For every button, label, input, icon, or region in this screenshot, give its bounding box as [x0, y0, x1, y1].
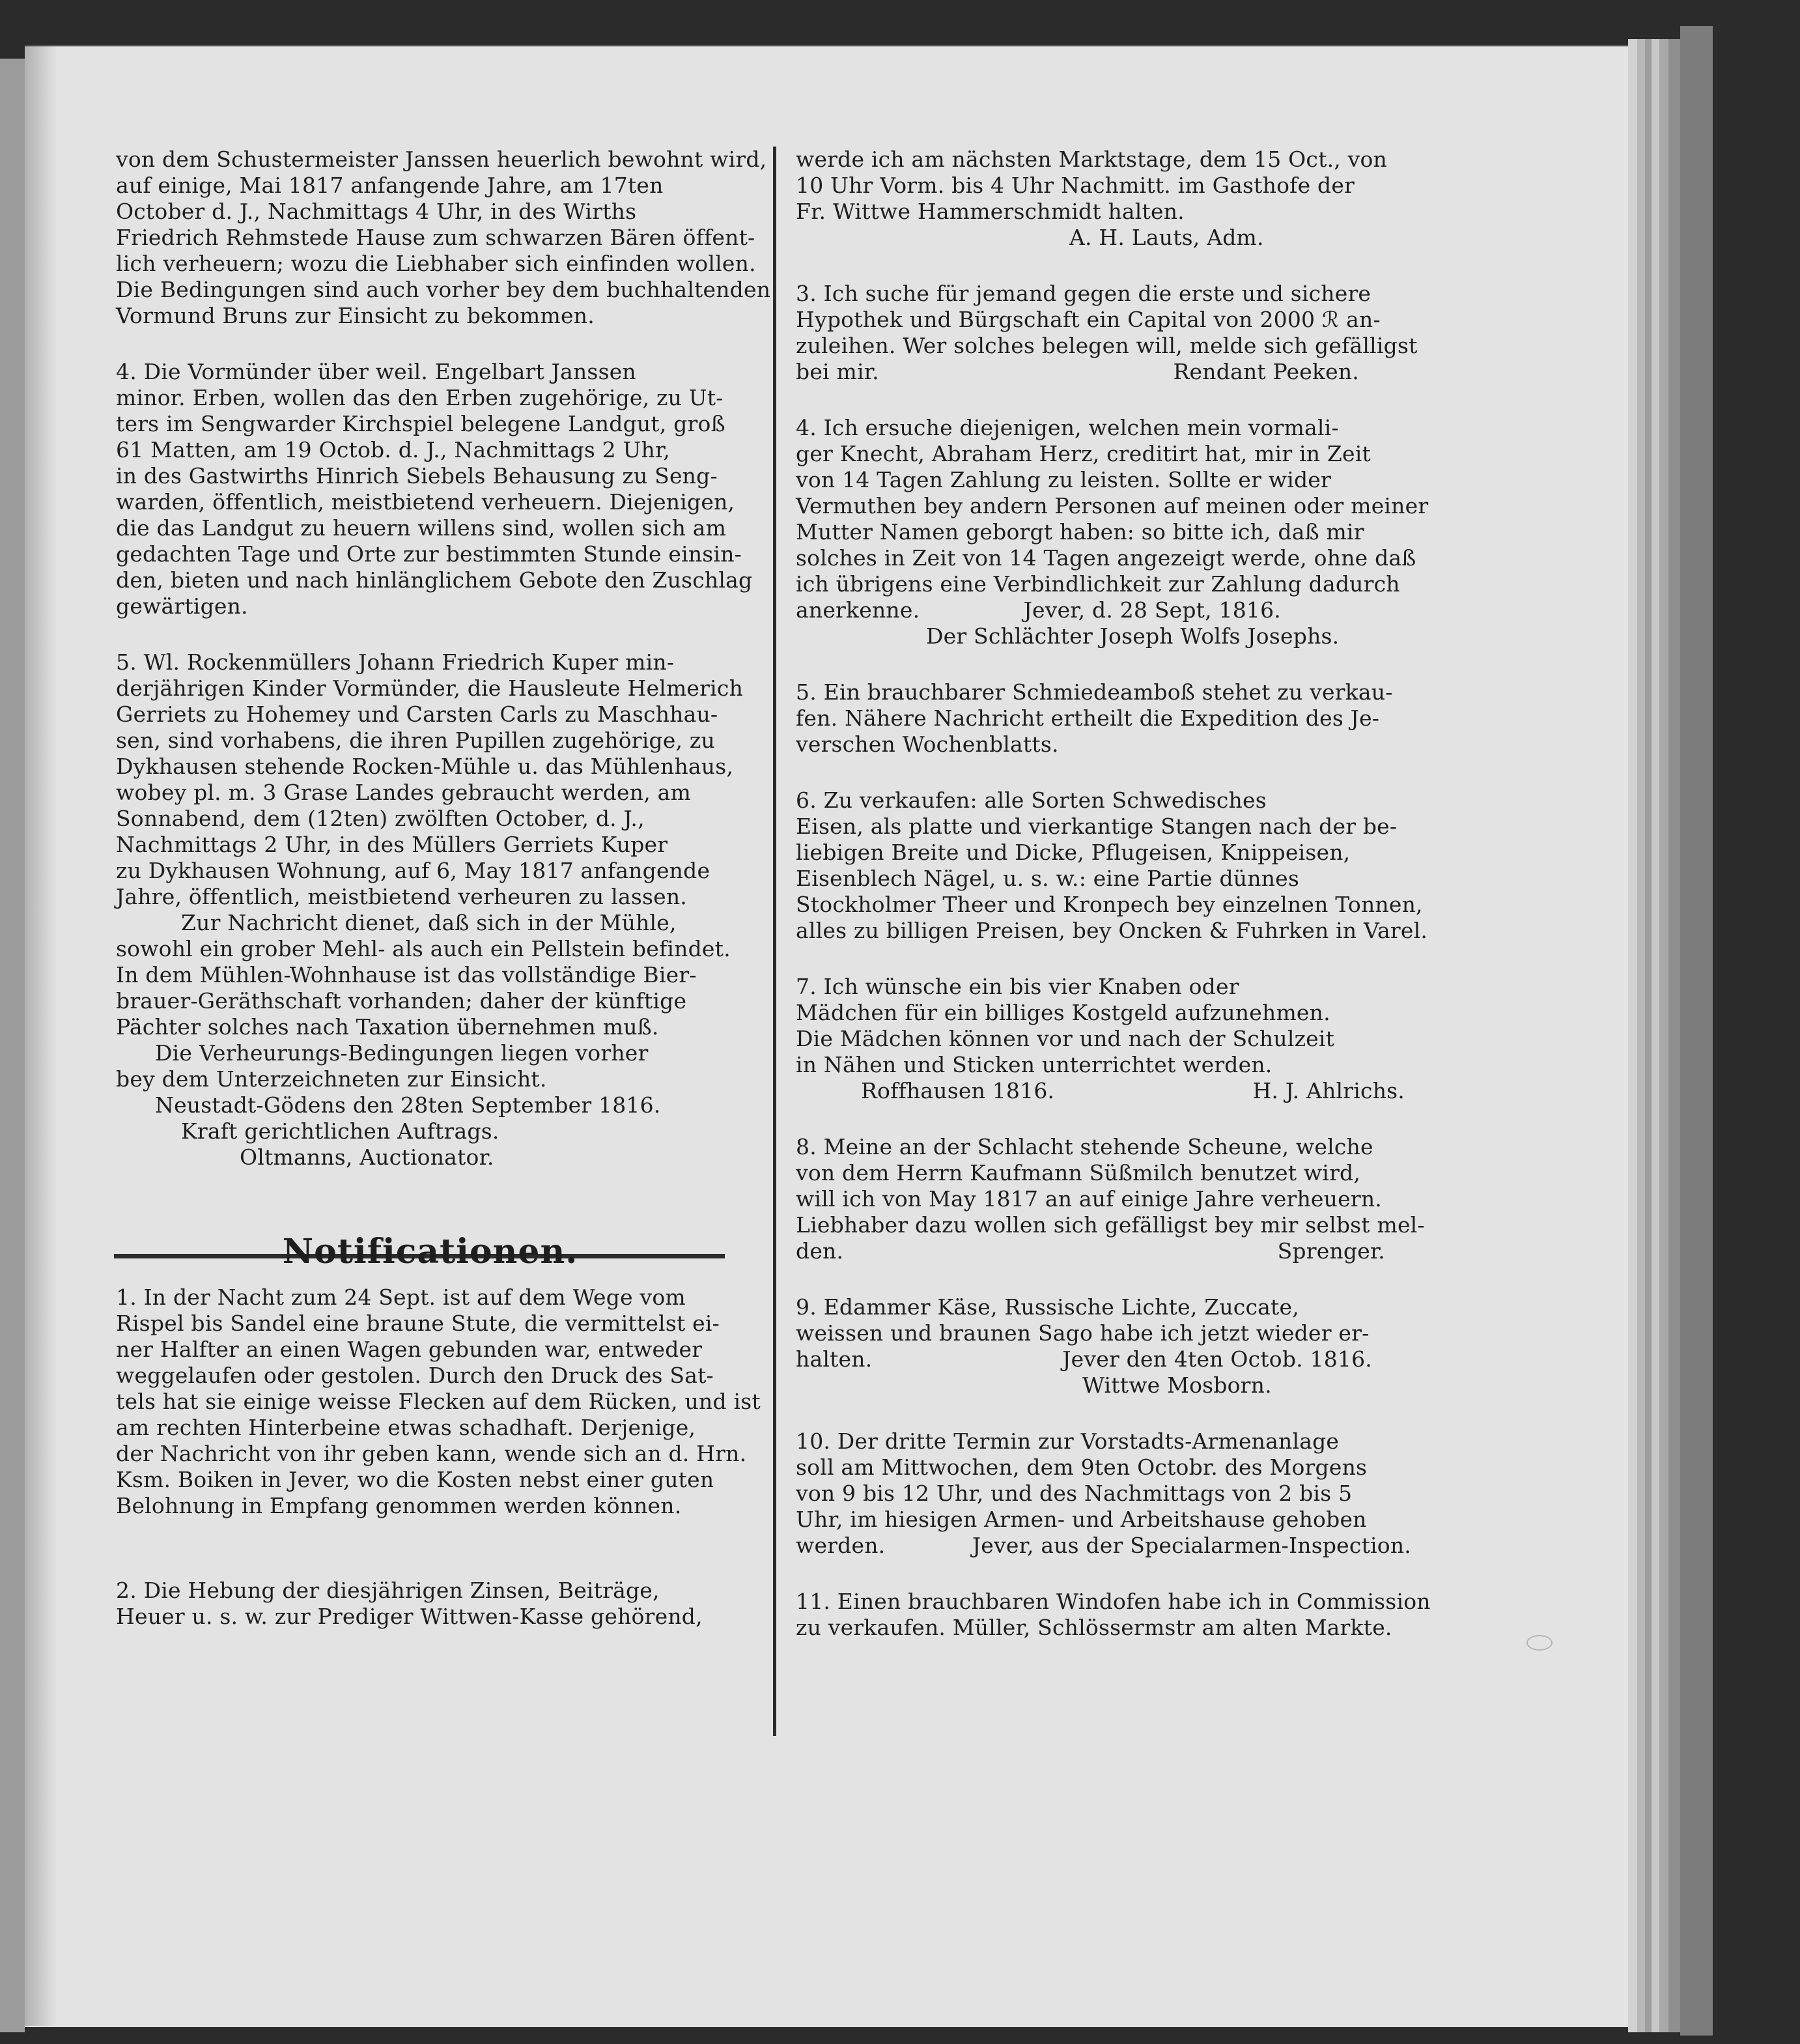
notification-2 — [116, 1578, 744, 1630]
text-line: lich verheuern; wozu die Liebhaber sich einfinden wollen. — [116, 251, 756, 276]
notice-4 — [116, 359, 753, 619]
text-line: Uhr, im hiesigen Armen- und Arbeitshause gehoben — [796, 1507, 1367, 1532]
text-line: in Nähen und Sticken unterrichtet werden. — [796, 1052, 1273, 1077]
previous-page-edge — [0, 59, 25, 2032]
text-line: 5. Ein brauchbarer Schmiedeamboß stehet zu verkau- — [796, 679, 1393, 705]
signature: Der Schlächter Joseph Wolfs Josephs. — [926, 623, 1340, 649]
text-line: Jahre, öffentlich, meistbietend verheuren zu lassen. — [116, 884, 687, 909]
text-line: Eisenblech Nägel, u. s. w.: eine Partie dünnes — [796, 866, 1300, 891]
text-line: von dem Schustermeister Janssen heuerlich bewohnt wird, — [116, 147, 767, 172]
text-line: will ich von May 1817 an auf einige Jahre verheuern. — [796, 1186, 1382, 1212]
signature: Wittwe Mosborn. — [1082, 1372, 1272, 1398]
signature: H. J. Ahlrichs. — [1252, 1078, 1405, 1103]
signature: Sprenger. — [1277, 1238, 1385, 1264]
text-line: 10 Uhr Vorm. bis 4 Uhr Nachmitt. im Gasthofe der — [796, 173, 1355, 198]
section-heading: Notificationen. — [282, 1232, 578, 1271]
text-line: Die Bedingungen sind auch vorher bey dem buchhaltenden — [116, 277, 771, 302]
text-line: Heuer u. s. w. zur Prediger Wittwen-Kasse gehörend, — [116, 1604, 703, 1629]
signature: Rendant Peeken. — [1173, 359, 1359, 384]
text-line: Fr. Wittwe Hammerschmidt halten. — [796, 199, 1185, 224]
text-line: in des Gastwirths Hinrich Siebels Behausung zu Seng- — [116, 463, 718, 489]
text-line: October d. J., Nachmittags 4 Uhr, in des Wirths — [116, 199, 637, 224]
text-line: Die Verheurungs-Bedingungen liegen vorher — [155, 1040, 649, 1066]
text-line: der Nachricht von ihr geben kann, wende sich an d. Hrn. — [116, 1441, 747, 1466]
text-line: 10. Der dritte Termin zur Vorstadts-Armenanlage — [796, 1428, 1340, 1454]
notification-6 — [796, 788, 1428, 944]
text-line: am rechten Hinterbeine etwas schadhaft. Derjenige, — [116, 1415, 696, 1440]
text-line: gedachten Tage und Orte zur bestimmten Stunde einsin- — [116, 541, 742, 567]
text-line: weggelaufen oder gestolen. Durch den Druck des Sat- — [116, 1363, 714, 1388]
text-line: 9. Edammer Käse, Russische Lichte, Zuccate, — [796, 1294, 1299, 1320]
signature: Oltmanns, Auctionator. — [240, 1144, 494, 1170]
notification-8 — [796, 1134, 1424, 1264]
text-line: soll am Mittwochen, dem 9ten Octobr. des Morgens — [796, 1455, 1368, 1480]
notification-3 — [796, 281, 1424, 385]
text-line: liebigen Breite und Dicke, Pflugeisen, Knippeisen, — [796, 840, 1351, 865]
text-line: sen, sind vorhabens, die ihren Pupillen zugehörige, zu — [116, 728, 715, 753]
text-line: ger Knecht, Abraham Herz, creditirt hat, mir in Zeit — [796, 441, 1371, 466]
notification-10 — [796, 1428, 1424, 1559]
text-line: verschen Wochenblatts. — [796, 731, 1059, 757]
closing-row — [796, 1533, 1424, 1559]
closing-row — [796, 1346, 1424, 1372]
page-stack-edge — [1645, 39, 1652, 2032]
text-line: Rispel bis Sandel eine braune Stute, die vermittelst ei- — [116, 1311, 720, 1336]
text-line: gewärtigen. — [116, 593, 248, 619]
text-line: Vermuthen bey andern Personen auf meinen oder meiner — [796, 493, 1429, 518]
text-line: Eisen, als platte und vierkantige Stangen nach der be- — [796, 814, 1398, 839]
notification-5 — [796, 679, 1424, 758]
page-stack-edge — [1668, 39, 1680, 2032]
dateline: Jever, aus der Specialarmen-Inspection. — [972, 1533, 1411, 1558]
notification-2-continuation — [796, 147, 1424, 251]
text-line: 7. Ich wünsche ein bis vier Knaben oder — [796, 974, 1239, 999]
text-line: auf einige, Mai 1817 anfangende Jahre, am 17ten — [116, 173, 664, 198]
text-line: anerkenne. — [796, 597, 920, 623]
page-stack-edge — [1652, 39, 1659, 2032]
page-stack-edge — [1637, 39, 1645, 2032]
text-line: ich übrigens eine Verbindlichkeit zur Zahlung dadurch — [796, 571, 1400, 597]
text-line: brauer-Geräthschaft vorhanden; daher der künftige — [116, 988, 687, 1014]
text-line: wobey pl. m. 3 Grase Landes gebraucht werden, am — [116, 780, 691, 805]
text-line: werden. — [796, 1533, 886, 1558]
text-line: Nachmittags 2 Uhr, in des Müllers Gerriets Kuper — [116, 832, 668, 857]
text-line: Gerriets zu Hohemey und Carsten Carls zu Maschhau- — [116, 702, 718, 727]
text-line: alles zu billigen Preisen, bey Oncken & Fuhrken in Varel. — [796, 918, 1428, 943]
dateline: Jever den 4ten Octob. 1816. — [1062, 1346, 1372, 1372]
page-stack-edge — [1628, 39, 1637, 2032]
text-line: 3. Ich suche für jemand gegen die erste und sichere — [796, 281, 1371, 306]
text-line: von dem Herrn Kaufmann Süßmilch benutzet wird, — [796, 1160, 1361, 1185]
text-line: 5. Wl. Rockenmüllers Johann Friedrich Kuper min- — [116, 649, 675, 675]
text-line: Friedrich Rehmstede Hause zum schwarzen Bären öffent- — [116, 225, 755, 250]
text-line: minor. Erben, wollen das den Erben zugehörige, zu Ut- — [116, 385, 724, 410]
text-line: Dykhausen stehende Rocken-Mühle u. das Mühlenhaus, — [116, 754, 734, 779]
dateline: Neustadt-Gödens den 28ten September 1816. — [155, 1092, 661, 1118]
paper-blemish — [1526, 1635, 1553, 1651]
notification-1 — [116, 1285, 761, 1519]
notification-7 — [796, 974, 1424, 1104]
page-stack-edge — [1659, 39, 1668, 2032]
text-line: ner Halfter an einen Wagen gebunden war, entweder — [116, 1337, 703, 1362]
text-line: zu Dykhausen Wohnung, auf 6, May 1817 anfangende — [116, 858, 710, 883]
text-line: warden, öffentlich, meistbietend verheuern. Diejenigen, — [116, 489, 735, 515]
text-line: 4. Ich ersuche diejenigen, welchen mein vormali- — [796, 415, 1339, 440]
notification-4 — [796, 415, 1429, 649]
text-line: Ksm. Boiken in Jever, wo die Kosten nebst einer guten — [116, 1467, 714, 1492]
text-line: 4. Die Vormünder über weil. Engelbart Janssen — [116, 359, 636, 384]
text-line: Pächter solches nach Taxation übernehmen muß. — [116, 1014, 659, 1040]
notification-9 — [796, 1294, 1424, 1398]
notice-5 — [116, 649, 744, 1171]
binding-shadow — [25, 46, 57, 2026]
signature: A. H. Lauts, Adm. — [1069, 225, 1264, 250]
dateline: Jever, d. 28 Sept, 1816. — [1023, 597, 1281, 623]
text-line: zu verkaufen. Müller, Schlössermstr am alten Markte. — [796, 1615, 1392, 1640]
text-line: bei mir. — [796, 359, 879, 384]
right-column — [796, 147, 1431, 1671]
book-cover-edge — [1680, 26, 1713, 2036]
authority-line: Kraft gerichtlichen Auftrags. — [181, 1118, 499, 1144]
text-line: Liebhaber dazu wollen sich gefälligst bey mir selbst mel- — [796, 1212, 1425, 1238]
text-line: den. — [796, 1238, 844, 1264]
text-line: tels hat sie einige weisse Flecken auf dem Rücken, und ist — [116, 1389, 761, 1414]
notification-11 — [796, 1589, 1431, 1641]
notice-3-continuation — [116, 147, 771, 329]
text-line: Stockholmer Theer und Kronpech bey einzelnen Tonnen, — [796, 892, 1423, 917]
text-line: Vormund Bruns zur Einsicht zu bekommen. — [116, 303, 595, 328]
text-line: die das Landgut zu heuern willens sind, wollen sich am — [116, 515, 727, 541]
text-line: weissen und braunen Sago habe ich jetzt wieder er- — [796, 1320, 1370, 1346]
text-line: zuleihen. Wer solches belegen will, melde sich gefälligst — [796, 333, 1418, 358]
text-line: Mutter Namen geborgt haben: so bitte ich, daß mir — [796, 519, 1364, 545]
text-line: 6. Zu verkaufen: alle Sorten Schwedisches — [796, 788, 1267, 813]
text-line: solches in Zeit von 14 Tagen angezeigt werde, ohne daß — [796, 545, 1416, 571]
text-line: 8. Meine an der Schlacht stehende Scheune, welche — [796, 1134, 1373, 1159]
text-line: In dem Mühlen-Wohnhause ist das vollständige Bier- — [116, 962, 697, 987]
closing-row — [796, 597, 1424, 623]
closing-row — [796, 1078, 1424, 1104]
left-column — [116, 147, 771, 1660]
text-line: fen. Nähere Nachricht ertheilt die Expedition des Je- — [796, 705, 1380, 731]
column-divider — [773, 147, 776, 1736]
text-line: von 14 Tagen Zahlung zu leisten. Sollte er wider — [796, 467, 1331, 492]
text-line: 11. Einen brauchbaren Windofen habe ich in Commission — [796, 1589, 1431, 1614]
text-line: Die Mädchen können vor und nach der Schulzeit — [796, 1026, 1335, 1051]
text-line: werde ich am nächsten Marktstage, dem 15 Oct., von — [796, 147, 1388, 172]
text-line: bey dem Unterzeichneten zur Einsicht. — [116, 1066, 547, 1092]
text-line: derjährigen Kinder Vormünder, die Hausleute Helmerich — [116, 675, 744, 701]
text-line: Sonnabend, dem (12ten) zwölften October, d. J., — [116, 806, 645, 831]
text-line: den, bieten und nach hinlänglichem Gebote den Zuschlag — [116, 567, 753, 593]
closing-row — [796, 1238, 1424, 1264]
text-line: ters im Sengwarder Kirchspiel belegene Landgut, groß — [116, 411, 725, 436]
text-line: Mädchen für ein billiges Kostgeld aufzunehmen. — [796, 1000, 1330, 1025]
text-line: Belohnung in Empfang genommen werden können. — [116, 1493, 682, 1518]
text-line: 61 Matten, am 19 Octob. d. J., Nachmittags 2 Uhr, — [116, 437, 671, 462]
text-line: von 9 bis 12 Uhr, und des Nachmittags von 2 bis 5 — [796, 1481, 1353, 1506]
text-line: sowohl ein grober Mehl- als auch ein Pellstein befindet. — [116, 936, 731, 961]
closing-row — [796, 359, 1424, 385]
text-line: 1. In der Nacht zum 24 Sept. ist auf dem Wege vom — [116, 1285, 686, 1310]
text-line: 2. Die Hebung der diesjährigen Zinsen, Beiträge, — [116, 1578, 660, 1603]
dateline: Roffhausen 1816. — [861, 1078, 1055, 1103]
text-line: Zur Nachricht dienet, daß sich in der Mühle, — [181, 910, 677, 935]
text-line: halten. — [796, 1346, 873, 1372]
text-line: Hypothek und Bürgschaft ein Capital von 2000 ℛ an- — [796, 307, 1381, 332]
